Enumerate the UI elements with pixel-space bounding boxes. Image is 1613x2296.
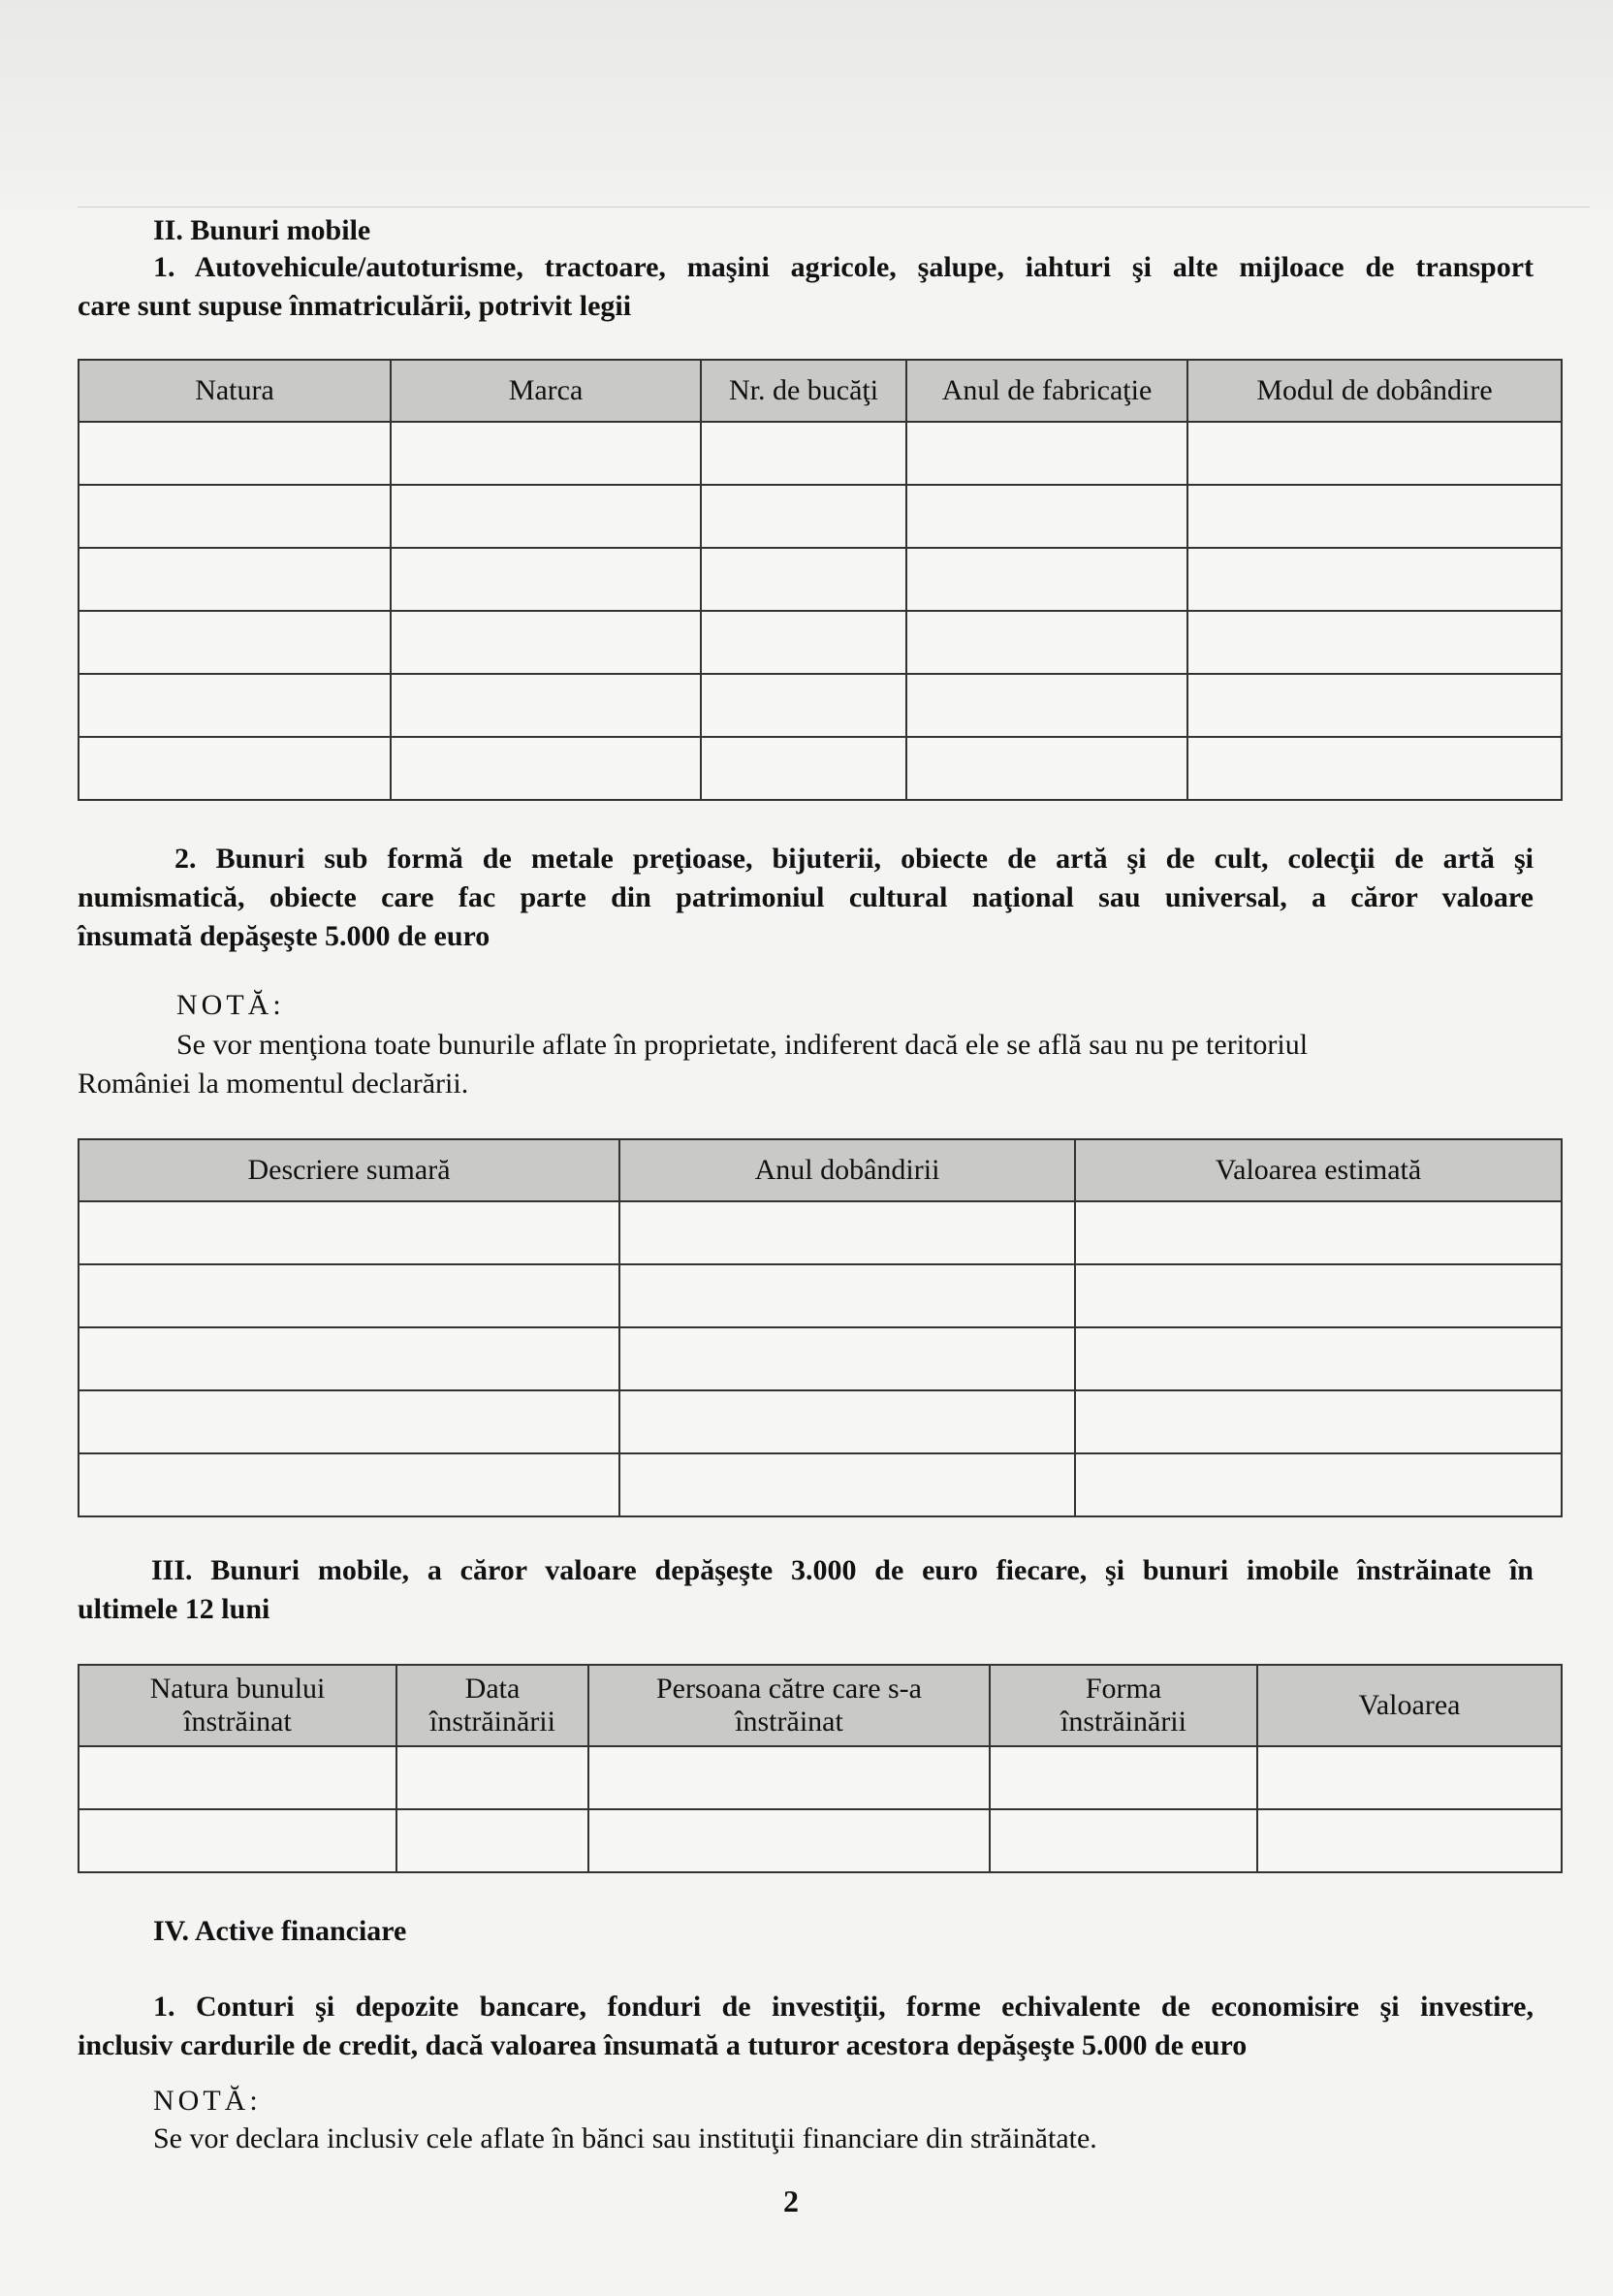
table-cell[interactable] [906, 737, 1187, 800]
section-iii-title-line: III. Bunuri mobile, a căror valoare depăşeşte 3.000 de euro fiecare, şi bunuri imobile înstrăinate în [151, 1554, 1534, 1586]
section-iv-item1 [78, 1988, 1534, 2065]
table-cell[interactable] [701, 611, 906, 674]
table-cell[interactable] [1075, 1390, 1562, 1453]
table-cell[interactable] [79, 1809, 396, 1872]
table-cell[interactable] [701, 737, 906, 800]
table-row [79, 1746, 1562, 1809]
table-cell[interactable] [79, 1201, 619, 1264]
section-ii-item1-line: 1. Autovehicule/autoturisme, tractoare, maşini agricole, şalupe, iahturi şi alte mijloace de transport [153, 251, 1534, 283]
table-cell[interactable] [391, 611, 701, 674]
col-header-an-dobandire: Anul dobândirii [619, 1139, 1075, 1201]
table-cell[interactable] [1187, 422, 1562, 485]
nota-line: Se vor menţiona toate bunurile aflate în proprietate, indiferent dacă ele se află sau nu pe teritoriul [176, 1029, 1309, 1061]
table-cell[interactable] [588, 1809, 990, 1872]
table-row [79, 611, 1562, 674]
section-ii-item1-line: care sunt supuse înmatriculării, potrivit legii [78, 290, 632, 322]
table-cell[interactable] [906, 611, 1187, 674]
table-row [79, 1264, 1562, 1327]
table-cell[interactable] [79, 674, 391, 737]
table-row [79, 548, 1562, 611]
nota-line: Se vor declara inclusiv cele aflate în bănci sau instituţii financiare din străinătate. [153, 2122, 1097, 2154]
section-iv-item1-line: inclusiv cardurile de credit, dacă valoarea însumată a tuturor acestora depăşeşte 5.000 de euro [78, 2029, 1248, 2061]
table-cell[interactable] [391, 674, 701, 737]
nota-label: NOTĂ: [153, 2085, 262, 2117]
table-cell[interactable] [619, 1390, 1075, 1453]
table-row [79, 1201, 1562, 1264]
table-cell[interactable] [79, 611, 391, 674]
section-ii-title: II. Bunuri mobile [153, 214, 371, 246]
table-cell[interactable] [990, 1809, 1257, 1872]
table-cell[interactable] [1187, 548, 1562, 611]
col-header-persoana [588, 1665, 990, 1746]
col-header-marca: Marca [391, 360, 701, 422]
table-cell[interactable] [619, 1327, 1075, 1390]
header-line: înstrăinat [735, 1706, 843, 1738]
table-cell[interactable] [1187, 485, 1562, 548]
header-line: înstrăinării [1060, 1706, 1186, 1738]
section-ii-item2-line: numismatică, obiecte care fac parte din patrimoniul cultural naţional sau universal, a căror valoare [78, 881, 1534, 913]
table-cell[interactable] [906, 548, 1187, 611]
table-row [79, 1453, 1562, 1516]
table-cell[interactable] [1075, 1264, 1562, 1327]
section-iv-item1-line: 1. Conturi şi depozite bancare, fonduri de investiţii, forme echivalente de economisire şi investire, [153, 1991, 1534, 2023]
col-header-forma-instrainarii [990, 1665, 1257, 1746]
col-header-valoare-estimata: Valoarea estimată [1075, 1139, 1562, 1201]
header-line: înstrăinării [429, 1706, 555, 1738]
section-iii-title [78, 1551, 1534, 1629]
table-cell[interactable] [619, 1201, 1075, 1264]
table-cell[interactable] [619, 1453, 1075, 1516]
alienated-assets-table [78, 1664, 1563, 1873]
table-cell[interactable] [79, 422, 391, 485]
table-cell[interactable] [79, 1327, 619, 1390]
nota-text [153, 2120, 1549, 2158]
table-cell[interactable] [391, 485, 701, 548]
col-header-an-fabricatie: Anul de fabricaţie [906, 360, 1187, 422]
col-header-descriere: Descriere sumară [79, 1139, 619, 1201]
table-cell[interactable] [1187, 611, 1562, 674]
table-cell[interactable] [1187, 674, 1562, 737]
col-header-natura-bunului [79, 1665, 396, 1746]
table-cell[interactable] [701, 485, 906, 548]
header-line: Valoarea [1358, 1689, 1461, 1721]
table-cell[interactable] [79, 1264, 619, 1327]
table-row [79, 1809, 1562, 1872]
table-cell[interactable] [79, 485, 391, 548]
page-number: 2 [783, 2184, 799, 2218]
table-cell[interactable] [79, 1390, 619, 1453]
valuables-table [78, 1138, 1563, 1517]
table-cell[interactable] [1187, 737, 1562, 800]
table-cell[interactable] [906, 422, 1187, 485]
table-row [79, 1390, 1562, 1453]
table-cell[interactable] [701, 674, 906, 737]
table-cell[interactable] [1257, 1746, 1562, 1809]
section-ii-item2-line: 2. Bunuri sub formă de metale preţioase, bijuterii, obiecte de artă şi de cult, colecţii de artă şi [174, 843, 1534, 875]
table-cell[interactable] [79, 548, 391, 611]
header-line: Natura bunului [149, 1673, 326, 1705]
vehicles-table [78, 359, 1563, 801]
header-line: Data [464, 1673, 521, 1705]
table-cell[interactable] [79, 1453, 619, 1516]
col-header-mod-dobandire: Modul de dobândire [1187, 360, 1562, 422]
col-header-data-instrainarii [396, 1665, 588, 1746]
table-cell[interactable] [701, 422, 906, 485]
table-cell[interactable] [990, 1746, 1257, 1809]
table-row [79, 1327, 1562, 1390]
table-cell[interactable] [79, 737, 391, 800]
col-header-valoarea [1257, 1665, 1562, 1746]
col-header-natura: Natura [79, 360, 391, 422]
table-cell[interactable] [588, 1746, 990, 1809]
header-line: Forma [1085, 1673, 1162, 1705]
scan-header-band [0, 0, 1613, 208]
table-cell[interactable] [1075, 1327, 1562, 1390]
col-header-nr-bucati: Nr. de bucăţi [701, 360, 906, 422]
section-iii-title-line: ultimele 12 luni [78, 1593, 270, 1625]
table-cell[interactable] [906, 485, 1187, 548]
table-cell[interactable] [396, 1809, 588, 1872]
section-iv-title: IV. Active financiare [153, 1915, 407, 1947]
table-cell[interactable] [1075, 1201, 1562, 1264]
table-cell[interactable] [391, 737, 701, 800]
table-cell[interactable] [906, 674, 1187, 737]
section-ii-item2 [78, 840, 1534, 956]
table-cell[interactable] [391, 548, 701, 611]
section-ii-item2-line: însumată depăşeşte 5.000 de euro [78, 920, 490, 952]
header-line: înstrăinat [183, 1706, 292, 1738]
table-cell[interactable] [619, 1264, 1075, 1327]
table-cell[interactable] [79, 1746, 396, 1809]
table-cell[interactable] [1075, 1453, 1562, 1516]
table-cell[interactable] [1257, 1809, 1562, 1872]
nota-text [78, 1026, 1534, 1103]
table-row [79, 485, 1562, 548]
nota-label: NOTĂ: [176, 989, 285, 1021]
nota-line: României la momentul declarării. [78, 1068, 469, 1100]
table-cell[interactable] [396, 1746, 588, 1809]
table-cell[interactable] [391, 422, 701, 485]
section-ii-item1 [78, 248, 1534, 326]
header-line: Persoana către care s-a [656, 1673, 922, 1705]
table-row [79, 737, 1562, 800]
table-row [79, 422, 1562, 485]
table-cell[interactable] [701, 548, 906, 611]
table-row [79, 674, 1562, 737]
